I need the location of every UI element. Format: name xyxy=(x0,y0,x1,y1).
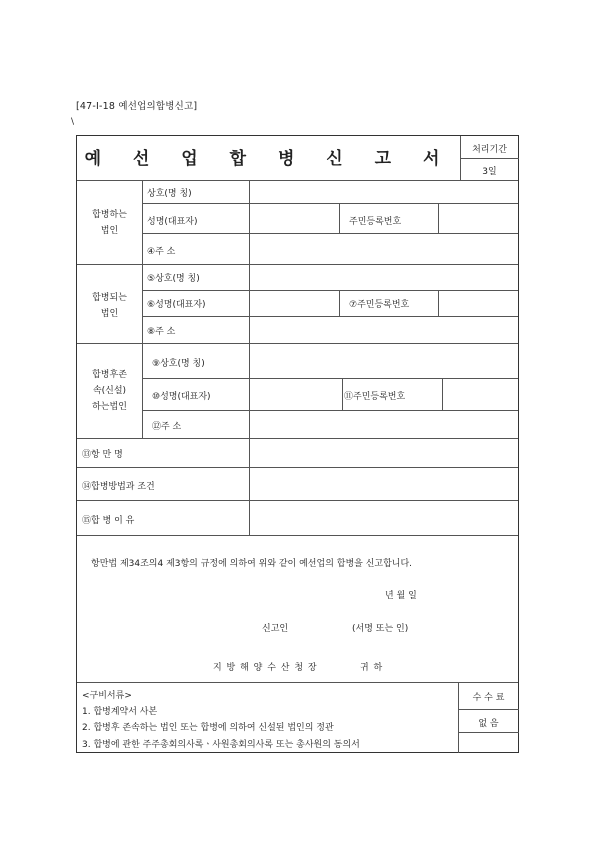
fee-label: 수 수 료 xyxy=(472,693,505,703)
surviving-corp-rep-label: ⑩성명(대표자) xyxy=(152,392,211,402)
merged-corp-regno-label: ⑦주민등록번호 xyxy=(349,300,410,310)
merged-corp-addr-label: ⑧주 소 xyxy=(147,327,176,337)
declaration-date: 년 월 일 xyxy=(385,591,417,601)
processing-period-value: 3일 xyxy=(482,167,497,177)
merger-method-label: ⑭합병방법과 조건 xyxy=(82,482,155,492)
section-merged-corp-label: 합병되는 법인 xyxy=(92,293,127,319)
merging-corp-name-label: 상호(명 칭) xyxy=(147,189,192,199)
merging-corp-regno-label: 주민등록번호 xyxy=(349,217,402,227)
documents-header: <구비서류> xyxy=(82,691,132,701)
signature-label: (서명 또는 인) xyxy=(352,624,409,634)
form-reference: [47-Ⅰ-18 예선업의합병신고] xyxy=(76,101,198,112)
surviving-corp-addr-label: ⑫주 소 xyxy=(152,422,182,432)
merged-corp-rep-label: ⑥성명(대표자) xyxy=(147,300,206,310)
surviving-corp-name-label: ⑨상호(명 칭) xyxy=(152,359,205,369)
recipient-label: 지 방 해 양 수 산 청 장 xyxy=(213,663,318,673)
document-item: 3. 합병에 관한 주주총회의사록ㆍ사원총회의사록 또는 총사원의 동의서 xyxy=(82,740,360,750)
applicant-label: 신고인 xyxy=(262,624,289,634)
merger-reason-label: ⑮합 병 이 유 xyxy=(82,516,135,526)
section-merging-corp-label: 합병하는 법인 xyxy=(92,210,127,236)
merged-corp-name-label: ⑤상호(명 칭) xyxy=(147,274,200,284)
merger-report-form xyxy=(76,135,519,753)
form-title: 예 선 업 합 병 신 고 서 xyxy=(84,149,453,169)
stray-mark: \ xyxy=(71,117,75,127)
surviving-corp-regno-label: ⑪주민등록번호 xyxy=(344,392,406,402)
processing-period-label: 처리기간 xyxy=(472,145,507,155)
section-surviving-corp-label: 합병후존 속(신설) 하는법인 xyxy=(92,370,127,412)
declaration-text: 항만법 제34조의4 제3항의 규정에 의하여 위와 같이 예선업의 합병을 신고합니다. xyxy=(91,559,413,569)
document-item: 2. 합병후 존속하는 법인 또는 합병에 의하여 신설된 법인의 정관 xyxy=(82,723,334,733)
merging-corp-rep-label: 성명(대표자) xyxy=(147,217,198,227)
document-item: 1. 합병계약서 사본 xyxy=(82,707,158,717)
merging-corp-addr-label: ④주 소 xyxy=(147,247,176,257)
fee-value: 없 음 xyxy=(478,719,499,729)
recipient-suffix: 귀 하 xyxy=(360,663,384,673)
port-name-label: ⑬항 만 명 xyxy=(82,450,123,460)
